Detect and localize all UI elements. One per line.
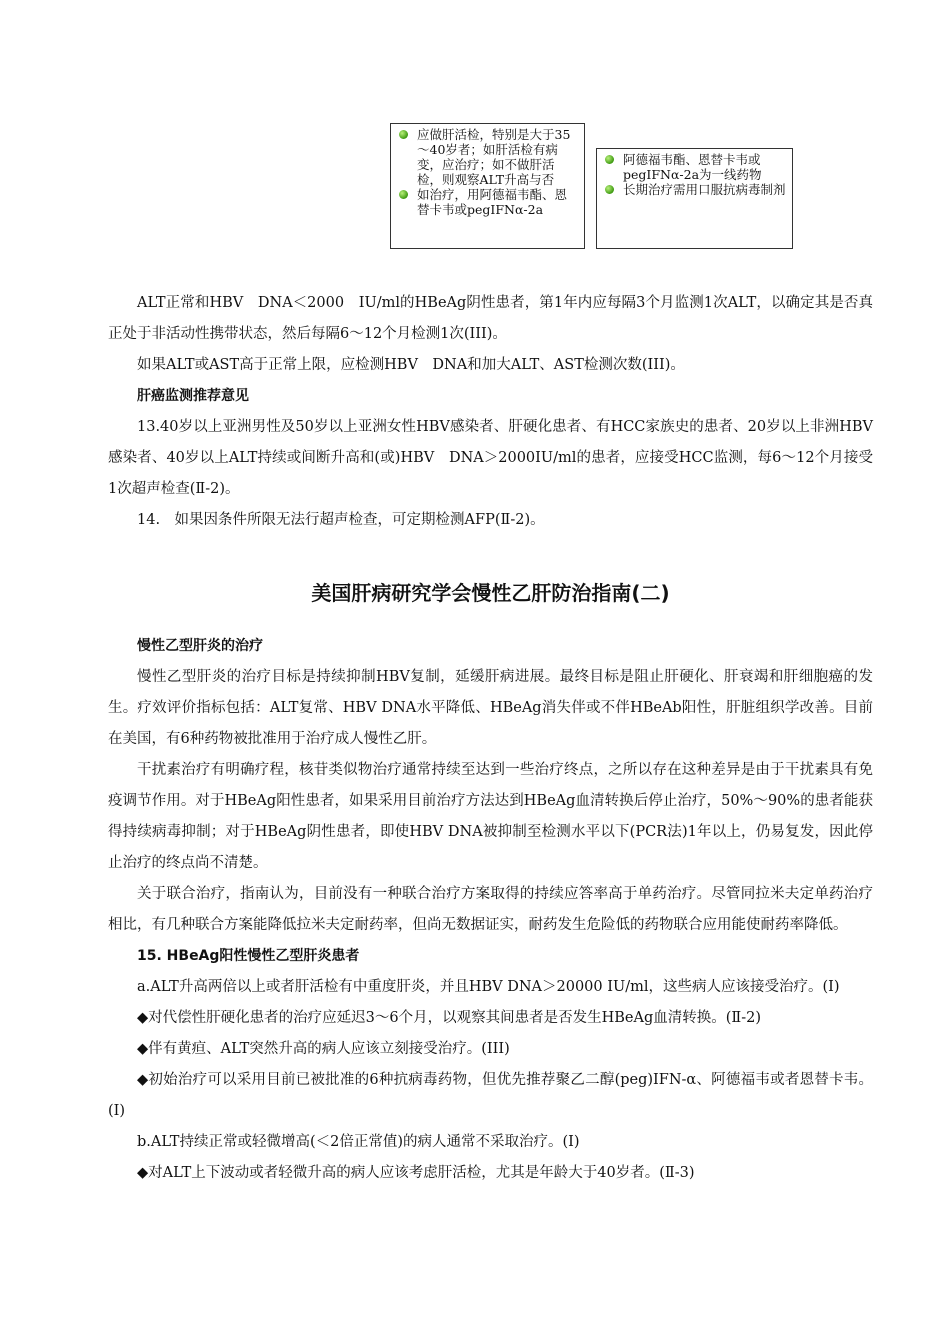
document-body (108, 288, 873, 1189)
green-bullet-icon (399, 130, 408, 139)
flow-item-text: 阿德福韦酯、恩替卡韦或pegIFNα-2a为一线药物 (623, 152, 762, 182)
flow-item (397, 187, 578, 217)
section-heading: 肝癌监测推荐意见 (137, 388, 249, 404)
section-heading: 慢性乙型肝炎的治疗 (137, 638, 263, 654)
flow-box-right (596, 148, 793, 249)
green-bullet-icon (605, 155, 614, 164)
paragraph: ◆伴有黄疸、ALT突然升高的病人应该立刻接受治疗。(III) (137, 1041, 510, 1057)
flow-item (603, 182, 786, 197)
flow-item-text: 如治疗，用阿德福韦酯、恩替卡韦或pegIFNα-2a (417, 187, 568, 217)
paragraph: ALT正常和HBV DNA＜2000 IU/ml的HBeAg阴性患者，第1年内应每隔3个月监测1次ALT，以确定其是否真正处于非活动性携带状态，然后每隔6～12个月检测1次(III)。 (108, 295, 873, 342)
paragraph: ◆对代偿性肝硬化患者的治疗应延迟3～6个月，以观察其间患者是否发生HBeAg血清转换。(Ⅱ-2) (137, 1010, 762, 1026)
flow-item-text: 应做肝活检，特别是大于35～40岁者；如肝活检有病变，应治疗；如不做肝活检，则观察ALT升高与否 (417, 127, 571, 187)
green-bullet-icon (399, 190, 408, 199)
paragraph: ◆初始治疗可以采用目前已被批准的6种抗病毒药物，但优先推荐聚乙二醇(peg)IFN-α、阿德福韦或者恩替卡韦。(Ⅰ) (108, 1072, 873, 1119)
paragraph: b.ALT持续正常或轻微增高(＜2倍正常值)的病人通常不采取治疗。(Ⅰ) (137, 1134, 580, 1150)
flow-item-text: 长期治疗需用口服抗病毒制剂 (623, 182, 786, 197)
paragraph: 慢性乙型肝炎的治疗目标是持续抑制HBV复制，延缓肝病进展。最终目标是阻止肝硬化、肝衰竭和肝细胞癌的发生。疗效评价指标包括：ALT复常、HBV DNA水平降低、HBeAg消失伴或不伴HBeAb阳性，肝脏组织学改善。目前在美国，有6种药物被批准用于治疗成人慢性乙肝。 (108, 669, 873, 747)
paragraph: 干扰素治疗有明确疗程，核苷类似物治疗通常持续至达到一些治疗终点，之所以存在这种差异是由于干扰素具有免疫调节作用。对于HBeAg阳性患者，如果采用目前治疗方法达到HBeAg血清转换后停止治疗，50%～90%的患者能获得持续病毒抑制；对于HBeAg阴性患者，即使HBV DNA被抑制至检测水平以下(PCR法)1年以上，仍易复发，因此停止治疗的终点尚不清楚。 (108, 762, 873, 871)
paragraph: a.ALT升高两倍以上或者肝活检有中重度肝炎，并且HBV DNA＞20000 IU/ml，这些病人应该接受治疗。(Ⅰ) (137, 979, 840, 995)
green-bullet-icon (605, 185, 614, 194)
paragraph: 13.40岁以上亚洲男性及50岁以上亚洲女性HBV感染者、肝硬化患者、有HCC家族史的患者、20岁以上非洲HBV感染者、40岁以上ALT持续或间断升高和(或)HBV DNA＞2000IU/ml的患者，应接受HCC监测，每6～12个月接受1次超声检查(Ⅱ-2)。 (108, 419, 873, 497)
flow-box-left (390, 123, 585, 249)
page-title: 美国肝病研究学会慢性乙肝防治指南(二) (311, 581, 670, 605)
paragraph: ◆对ALT上下波动或者轻微升高的病人应该考虑肝活检，尤其是年龄大于40岁者。(Ⅱ-3) (137, 1165, 695, 1181)
flow-item (397, 127, 578, 187)
section-heading: 15. HBeAg阳性慢性乙型肝炎患者 (137, 948, 360, 964)
flow-item (603, 152, 786, 182)
paragraph: 如果ALT或AST高于正常上限，应检测HBV DNA和加大ALT、AST检测次数(III)。 (137, 357, 685, 373)
paragraph: 14. 如果因条件所限无法行超声检查，可定期检测AFP(Ⅱ-2)。 (137, 512, 545, 528)
paragraph: 关于联合治疗，指南认为，目前没有一种联合治疗方案取得的持续应答率高于单药治疗。尽管同拉米夫定单药治疗相比，有几种联合方案能降低拉米夫定耐药率，但尚无数据证实，耐药发生危险低的药物联合应用能使耐药率降低。 (108, 886, 873, 933)
